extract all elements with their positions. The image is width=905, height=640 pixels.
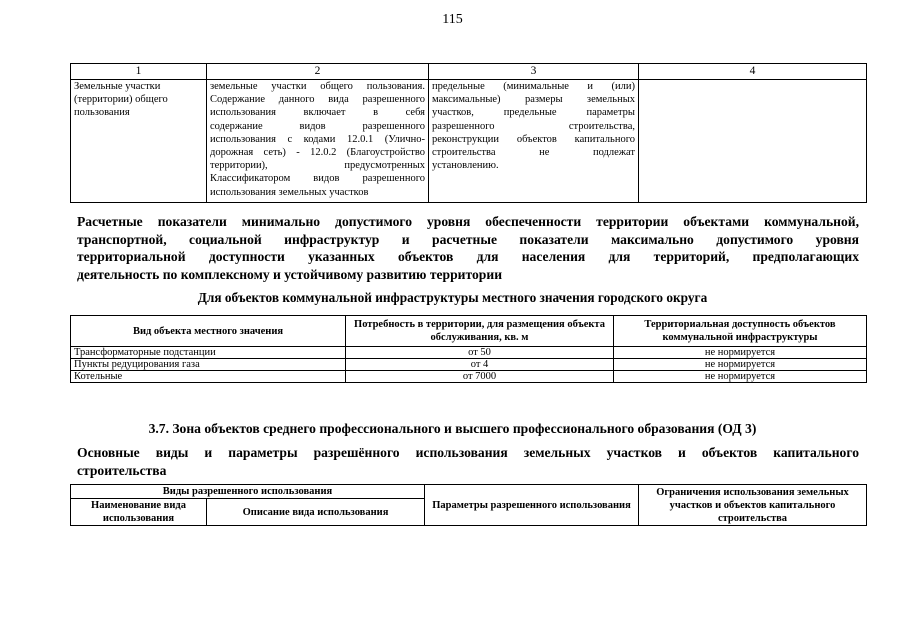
- heading-line: Расчетные показатели минимально допустимого уровня обеспеченности территории объектами коммунальной,: [77, 214, 859, 229]
- use-parameters: [429, 80, 639, 203]
- text-line: Содержание данного вида разрешенного: [210, 94, 425, 106]
- accessibility-value: не нормируется: [614, 371, 867, 383]
- params-header: Параметры разрешенного использования: [425, 485, 639, 526]
- text-line: максимальные) размеры земельных: [432, 94, 635, 106]
- text-line: использования с кодами 12.0.1 (Улично-: [210, 133, 425, 145]
- text-line: Земельные участки: [74, 81, 161, 92]
- heading-line: деятельность по комплексному и устойчивому развитию территории: [77, 266, 503, 282]
- use-type-name: [71, 80, 207, 203]
- page-number: 115: [442, 12, 463, 27]
- table2-header-area: Потребность в территории, для размещения объекта обслуживания, кв. м: [346, 316, 614, 347]
- object-name: Трансформаторные подстанции: [71, 347, 346, 359]
- text-line: разрешенного строительства,: [432, 120, 635, 132]
- area-value: от 4: [346, 359, 614, 371]
- table3-header-row: [71, 485, 867, 499]
- text-line: дорожная сеть) - 12.0.2 (Благоустройство: [210, 147, 425, 159]
- table2-header-row: [71, 316, 867, 347]
- text-line: строительства не подлежат: [432, 147, 635, 159]
- area-value: от 7000: [346, 371, 614, 383]
- heading-line: транспортной, социальной инфраструктур и расчетные показатели максимально допустимого уровня: [77, 231, 859, 247]
- text-line: использования земельных участков: [210, 186, 369, 198]
- communal-infrastructure-heading: Для объектов коммунальной инфраструктуры местного значения городского округа: [197, 290, 708, 305]
- table1-col-number: 4: [639, 64, 867, 80]
- permitted-use-table-header: [70, 484, 867, 526]
- object-name: Котельные: [71, 371, 346, 383]
- zone-heading: 3.7. Зона объектов среднего профессионального и высшего профессионального образования (ОД 3): [148, 421, 757, 436]
- text-line: Классификатором видов разрешенного: [210, 173, 425, 185]
- subheader-use-name: Наименование вида использования: [71, 499, 207, 526]
- main-uses-heading: [77, 444, 859, 479]
- text-line: предельные (минимальные и (или): [432, 81, 635, 92]
- use-restrictions: [639, 80, 867, 203]
- table1-col-number: 2: [207, 64, 429, 80]
- limits-header: Ограничения использования земельных участков и объектов капитального строительства: [639, 485, 867, 526]
- accessibility-value: не нормируется: [614, 347, 867, 359]
- table-row: [71, 359, 867, 371]
- table1-col-number: 3: [429, 64, 639, 80]
- subheader-use-description: Описание вида использования: [207, 499, 425, 526]
- section-heading-indicators: [77, 213, 859, 283]
- table-row: [71, 371, 867, 383]
- heading-line: строительства: [77, 462, 167, 478]
- area-value: от 50: [346, 347, 614, 359]
- group-header-permitted-uses: Виды разрешенного использования: [71, 485, 425, 499]
- table2-header-accessibility: Территориальная доступность объектов коммунальной инфраструктуры: [614, 316, 867, 347]
- communal-infrastructure-table: [70, 315, 867, 383]
- table1-header-row: [71, 64, 867, 80]
- text-line: территории), предусмотренных: [210, 160, 425, 172]
- text-line: земельные участки общего пользования.: [210, 81, 425, 92]
- table1-col-number: 1: [71, 64, 207, 80]
- permitted-use-table-continuation: [70, 63, 867, 203]
- text-line: содержание видов разрешенного: [210, 120, 425, 132]
- use-type-description: [207, 80, 429, 203]
- heading-line: территориальной доступности указанных объектов для населения для территорий, предполагающих: [77, 249, 859, 264]
- table1-row: [71, 80, 867, 203]
- object-name: Пункты редуцирования газа: [71, 359, 346, 371]
- heading-line: Основные виды и параметры разрешённого использования земельных участков и объектов капитального: [77, 445, 859, 460]
- text-line: реконструкции объектов капитального: [432, 133, 635, 145]
- table2-header-object: Вид объекта местного значения: [71, 316, 346, 347]
- text-line: участков, предельные параметры: [432, 107, 635, 119]
- text-line: установлению.: [432, 160, 499, 172]
- text-line: (территории) общего: [74, 94, 168, 106]
- table-row: [71, 347, 867, 359]
- accessibility-value: не нормируется: [614, 359, 867, 371]
- text-line: пользования: [74, 107, 130, 119]
- text-line: использования включает в себя: [210, 107, 425, 119]
